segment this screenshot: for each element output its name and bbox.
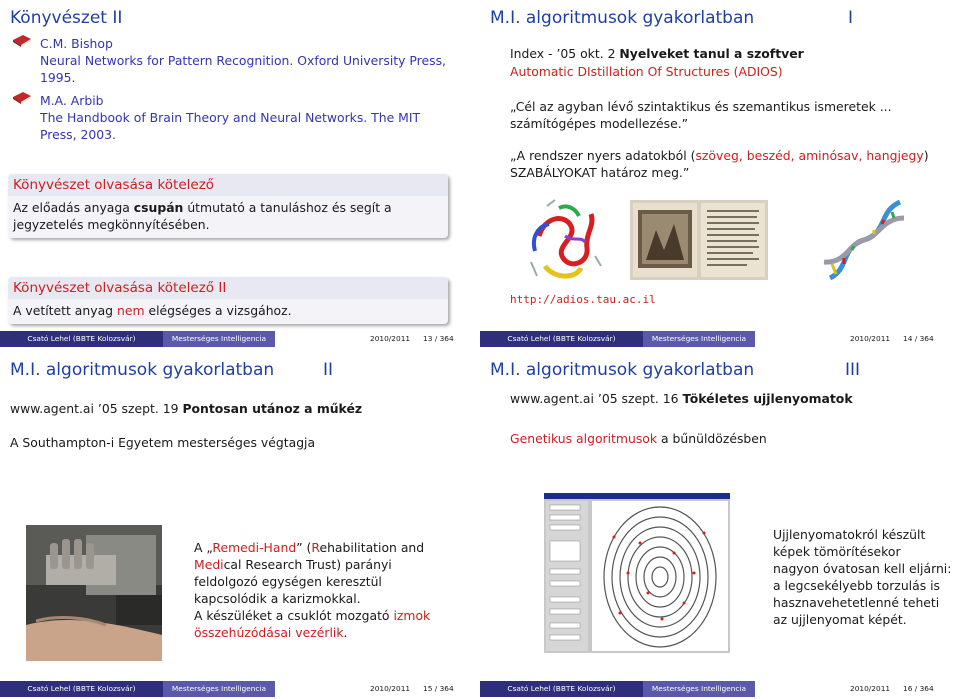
footer-course: Mesterséges Intelligencia bbox=[643, 331, 755, 347]
slide-title: Könyvészet II bbox=[10, 8, 123, 28]
slide-footer bbox=[480, 331, 960, 347]
book-icon bbox=[12, 34, 32, 48]
slide-title: M.I. algoritmusok gyakorlatban bbox=[490, 360, 755, 380]
footer-page: 14 / 364 bbox=[903, 334, 934, 343]
footer-author: Csató Lehel (BBTE Kolozsvár) bbox=[480, 681, 643, 697]
reference-1: C.M. Bishop Neural Networks for Pattern Recognition. Oxford University Press, 1995. bbox=[40, 36, 446, 85]
adios-url-link[interactable]: http://adios.tau.ac.il bbox=[510, 293, 656, 306]
protein-structure-image bbox=[525, 196, 605, 286]
news-line: www.agent.ai ’05 szept. 16 Tökéletes ujjlenyomatok bbox=[510, 391, 853, 406]
footer-course: Mesterséges Intelligencia bbox=[163, 331, 275, 347]
reference-2: M.A. Arbib The Handbook of Brain Theory and Neural Networks. The MIT Press, 2003. bbox=[40, 93, 421, 142]
footer-author: Csató Lehel (BBTE Kolozsvár) bbox=[480, 331, 643, 347]
slide-part-number: II bbox=[323, 360, 334, 380]
block-title: Könyvészet olvasása kötelező II bbox=[8, 277, 448, 299]
footer-date: 2010/2011 bbox=[370, 684, 411, 693]
footer-course: Mesterséges Intelligencia bbox=[163, 681, 275, 697]
footer-course: Mesterséges Intelligencia bbox=[643, 681, 755, 697]
footer-page: 13 / 364 bbox=[423, 334, 454, 343]
slide-part-number: III bbox=[845, 360, 861, 380]
news-line: www.agent.ai ’05 szept. 19 Pontosan utánoz a műkéz bbox=[10, 401, 363, 416]
block-reading-required bbox=[8, 174, 448, 238]
slide-14 bbox=[480, 0, 960, 349]
dna-helix-image bbox=[820, 198, 908, 284]
fingerprint-caption: Ujjlenyomatokról készült képek tömörítésekor nagyon óvatosan kell eljárni: a legcsekélyebb torzulás is hasznavehetetlenné teheti az ujjlenyomat képét. bbox=[773, 527, 952, 627]
footer-page: 16 / 364 bbox=[903, 684, 934, 693]
book-icon bbox=[12, 91, 32, 105]
footer-date: 2010/2011 bbox=[850, 334, 891, 343]
slide-part-number: I bbox=[848, 8, 854, 28]
system-quote: „A rendszer nyers adatokból (szöveg, beszéd, aminósav, hangjegy) SZABÁLYOKAT határoz meg.” bbox=[510, 148, 929, 180]
block-title: Könyvészet olvasása kötelező bbox=[8, 174, 448, 196]
footer-page: 15 / 364 bbox=[423, 684, 454, 693]
slide-16 bbox=[480, 350, 960, 699]
slide-15 bbox=[0, 350, 480, 699]
news-line: Index - ’05 okt. 2 Nyelveket tanul a szoftver bbox=[510, 46, 804, 61]
block-body: A vetített anyag nem elégséges a vizsgához. bbox=[8, 299, 448, 324]
slide-footer bbox=[0, 331, 480, 347]
footer-author: Csató Lehel (BBTE Kolozsvár) bbox=[0, 331, 163, 347]
footer-date: 2010/2011 bbox=[850, 684, 891, 693]
goal-quote: „Cél az agyban lévő szintaktikus és szemantikus ismeretek ... számítógépes modellezése.” bbox=[510, 99, 892, 131]
block-body: Az előadás anyaga csupán útmutató a tanuláshoz és segít a jegyzetelés megkönnyítésében. bbox=[8, 196, 448, 238]
news-subtitle: Genetikus algoritmusok a bűnüldözésben bbox=[510, 431, 767, 446]
fingerprint-software-image bbox=[544, 493, 730, 653]
old-book-image bbox=[630, 200, 768, 280]
block-reading-required-2 bbox=[8, 277, 448, 324]
slide-title: M.I. algoritmusok gyakorlatban bbox=[490, 8, 755, 28]
robotic-hand-image bbox=[26, 525, 162, 661]
footer-author: Csató Lehel (BBTE Kolozsvár) bbox=[0, 681, 163, 697]
slide-footer bbox=[480, 681, 960, 697]
adios-name: Automatic DIstillation Of Structures (ADIOS) bbox=[510, 64, 783, 79]
slide-title: M.I. algoritmusok gyakorlatban bbox=[10, 360, 275, 380]
slide-13 bbox=[0, 0, 480, 349]
footer-date: 2010/2011 bbox=[370, 334, 411, 343]
news-subtitle: A Southampton-i Egyetem mesterséges végtagja bbox=[10, 435, 316, 450]
hand-caption: A „Remedi-Hand” (Rehabilitation and Medical Research Trust) parányi feldolgozó egységen keresztül kapcsolódik a karizmokkal. A készüléket a csuklót mozgató izmok összehúzódásai vezérlik. bbox=[194, 540, 431, 640]
slide-footer bbox=[0, 681, 480, 697]
